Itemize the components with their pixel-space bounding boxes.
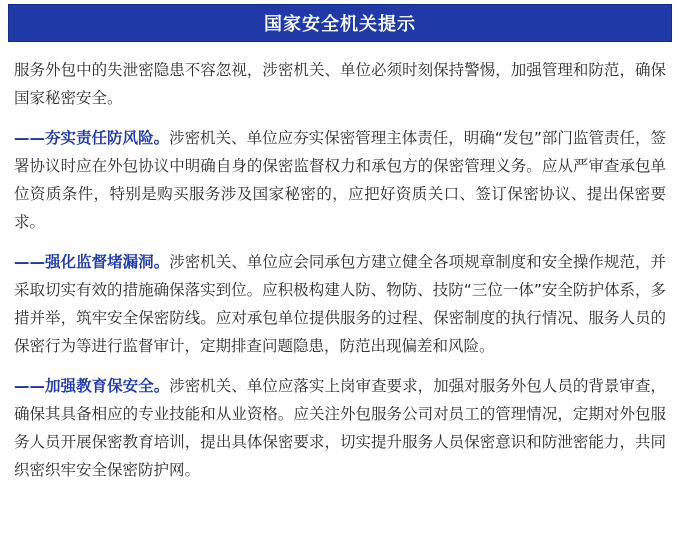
page [0,4,680,560]
section-paragraph [14,124,666,236]
intro-paragraph: 服务外包中的失泄密隐患不容忽视，涉密机关、单位必须时刻保持警惕，加强管理和防范，确保国家秘密安全。 [14,61,666,107]
section-heading: ——夯实责任防风险。 [14,129,170,147]
section-heading: ——强化监督堵漏洞。 [14,253,170,271]
page-title: 国家安全机关提示 [264,14,416,35]
section-paragraph [14,248,666,360]
section-body: 涉密机关、单位应落实上岗审查要求，加强对服务外包人员的背景审查，确保其具备相应的专业技能和从业资格。应关注外包服务公司对员工的管理情况，定期对外包服务人员开展保密教育培训，提出具体保密要求，切实提升服务人员保密意识和防泄密能力，共同织密织牢安全保密防护网。 [14,377,666,479]
section-paragraph [14,372,666,484]
section-body: 涉密机关、单位应会同承包方建立健全各项规章制度和安全操作规范，并采取切实有效的措施确保落实到位。应积极构建人防、物防、技防“三位一体”安全防护体系，多措并举，筑牢安全保密防线。应对承包单位提供服务的过程、保密制度的执行情况、服务人员的保密行为等进行监督审计，定期排查问题隐患，防范出现偏差和风险。 [14,253,666,355]
section-heading: ——加强教育保安全。 [14,377,170,395]
article-body [8,42,672,484]
title-bar [8,4,672,42]
section-body: 涉密机关、单位应夯实保密管理主体责任，明确“发包”部门监管责任，签署协议时应在外包协议中明确自身的保密监督权力和承包方的保密管理义务。应从严审查承包单位资质条件，特别是购买服务涉及国家秘密的，应把好资质关口、签订保密协议、提出保密要求。 [14,129,666,231]
